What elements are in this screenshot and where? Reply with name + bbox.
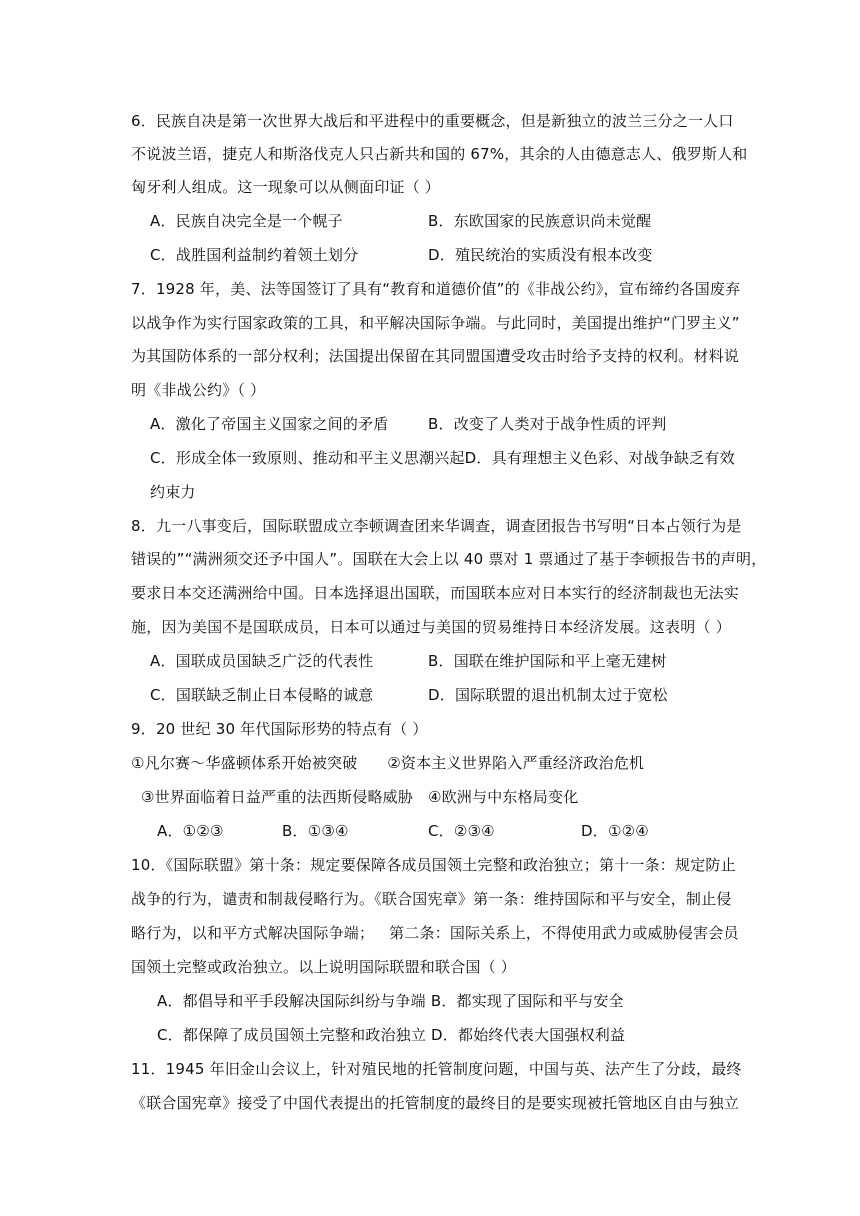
q8-line-3: 要求日本交还满洲给中国。日本选择退出国联，而国联本应对日本实行的经济制裁也无法实 [131, 584, 740, 602]
q10-options-c-d: C．都保障了成员国领土完整和政治独立 D．都始终代表大国强权利益 [157, 1026, 626, 1044]
q6-option-b: B．东欧国家的民族意识尚未觉醒 [428, 212, 652, 230]
q6-option-c: C．战胜国利益制约着领土划分 [150, 246, 359, 264]
q7-line-1: 7．1928 年，美、法等国签订了具有“教育和道德价值”的《非战公约》，宣布缔约各国废弃 [131, 280, 741, 298]
q6-option-a: A．民族自决完全是一个幌子 [150, 212, 343, 230]
q9-line-1: 9．20 世纪 30 年代国际形势的特点有（ ） [131, 720, 428, 738]
q7-line-2: 以战争作为实行国家政策的工具，和平解决国际争端。与此同时，美国提出维护“门罗主义” [131, 314, 740, 332]
q10-options-a-b: A．都倡导和平手段解决国际纠纷与争端 B．都实现了国际和平与安全 [157, 992, 624, 1010]
q9-option-b: B．①③④ [282, 822, 349, 840]
q10-line-1: 10．《国际联盟》第十条：规定要保障各成员国领土完整和政治独立；第十一条：规定防止 [131, 856, 736, 874]
q9-items-3-4: ③世界面临着日益严重的法西斯侵略威胁 ④欧洲与中东格局变化 [141, 788, 579, 806]
q7-option-cd: C．形成全体一致原则、推动和平主义思潮兴起D．具有理想主义色彩、对战争缺乏有效 [150, 449, 735, 467]
q8-option-c: C．国联缺乏制止日本侵略的诚意 [150, 686, 374, 704]
q10-line-3: 略行为，以和平方式解决国际争端； 第二条：国际关系上，不得使用武力或威胁侵害会员 [131, 924, 739, 942]
q8-line-2: 错误的”“满洲须交还予中国人”。国联在大会上以 40 票对 1 票通过了基于李顿报告书的声明， [131, 550, 767, 568]
q10-line-2: 战争的行为，谴责和制裁侵略行为。《联合国宪章》第一条：维持国际和平与安全，制止侵 [131, 890, 732, 908]
q11-line-1: 11．1945 年旧金山会议上，针对殖民地的托管制度问题，中国与英、法产生了分歧，最终 [131, 1060, 742, 1078]
q9-items-1-2: ①凡尔赛～华盛顿体系开始被突破 ②资本主义世界陷入严重经济政治危机 [131, 754, 645, 772]
q7-option-d-continued: 约束力 [150, 483, 196, 501]
q9-option-a: A．①②③ [157, 822, 224, 840]
q8-option-d: D．国际联盟的退出机制太过于宽松 [428, 686, 668, 704]
q8-option-b: B．国联在维护国际和平上毫无建树 [428, 652, 667, 670]
q6-line-1: 6．民族自决是第一次世界大战后和平进程中的重要概念，但是新独立的波兰三分之一人口 [131, 112, 734, 130]
q10-line-4: 国领土完整或政治独立。以上说明国际联盟和联合国（ ） [131, 958, 516, 976]
q9-option-d: D．①②④ [581, 822, 649, 840]
q6-line-3: 匈牙利人组成。这一现象可以从侧面印证（ ） [131, 178, 440, 196]
q11-line-2: 《联合国宪章》接受了中国代表提出的托管制度的最终目的是要实现被托管地区自由与独立 [131, 1094, 740, 1112]
q7-line-3: 为其国防体系的一部分权利；法国提出保留在其同盟国遭受攻击时给予支持的权利。材料说 [131, 347, 740, 365]
q8-option-a: A．国联成员国缺乏广泛的代表性 [150, 652, 374, 670]
q7-line-4: 明《非战公约》（ ） [131, 381, 266, 399]
q6-line-2: 不说波兰语，捷克人和斯洛伐克人只占新共和国的 67%，其余的人由德意志人、俄罗斯人和 [131, 145, 748, 163]
q6-option-d: D．殖民统治的实质没有根本改变 [428, 246, 653, 264]
q7-option-b: B．改变了人类对于战争性质的评判 [428, 415, 667, 433]
q7-option-a: A．激化了帝国主义国家之间的矛盾 [150, 415, 389, 433]
q8-line-1: 8．九一八事变后，国际联盟成立李顿调查团来华调查，调查团报告书写明“日本占领行为是 [131, 517, 742, 535]
q9-option-c: C．②③④ [428, 822, 495, 840]
q8-line-4: 施，因为美国不是国联成员，日本可以通过与美国的贸易维持日本经济发展。这表明（ ） [131, 618, 731, 636]
